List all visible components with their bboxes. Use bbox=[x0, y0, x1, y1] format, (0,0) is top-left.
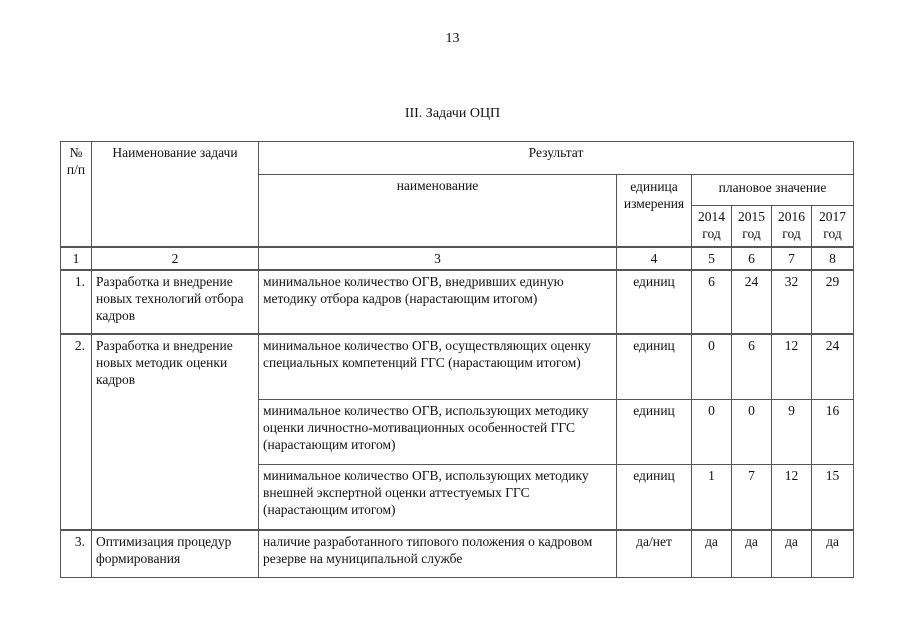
planned-value: 24 bbox=[812, 334, 854, 400]
result-name: минимальное количество ОГВ, внедривших единую методику отбора кадров (нарастающим итогом) bbox=[259, 270, 617, 334]
column-number: 2 bbox=[92, 247, 259, 270]
planned-value: 6 bbox=[692, 270, 732, 334]
column-number: 7 bbox=[772, 247, 812, 270]
task-number: 2. bbox=[61, 334, 92, 530]
planned-value: 1 bbox=[692, 465, 732, 531]
table-row bbox=[61, 530, 854, 578]
header-num: № п/п bbox=[61, 142, 92, 248]
header-year: 2015 год bbox=[732, 206, 772, 248]
column-number-row bbox=[61, 247, 854, 270]
result-unit: единиц bbox=[617, 334, 692, 400]
planned-value: да bbox=[812, 530, 854, 578]
planned-value: да bbox=[692, 530, 732, 578]
planned-value: 12 bbox=[772, 465, 812, 531]
header-year: 2017 год bbox=[812, 206, 854, 248]
result-unit: единиц bbox=[617, 400, 692, 465]
column-number: 6 bbox=[732, 247, 772, 270]
result-unit: единиц bbox=[617, 465, 692, 531]
planned-value: 7 bbox=[732, 465, 772, 531]
column-number: 5 bbox=[692, 247, 732, 270]
header-year: 2014 год bbox=[692, 206, 732, 248]
header-task-name: Наименование задачи bbox=[92, 142, 259, 248]
column-number: 3 bbox=[259, 247, 617, 270]
page-number: 13 bbox=[445, 31, 460, 46]
header-result-name: наименование bbox=[259, 175, 617, 248]
planned-value: 24 bbox=[732, 270, 772, 334]
table-row bbox=[61, 334, 854, 400]
planned-value: 6 bbox=[732, 334, 772, 400]
table-body bbox=[61, 142, 854, 578]
task-name: Оптимизация процедур формирования bbox=[92, 530, 259, 578]
result-name: минимальное количество ОГВ, использующих методику оценки личностно-мотивационных особенностей ГГС (нарастающим итогом) bbox=[259, 400, 617, 465]
planned-value: 29 bbox=[812, 270, 854, 334]
planned-value: 0 bbox=[732, 400, 772, 465]
planned-value: 12 bbox=[772, 334, 812, 400]
column-number: 1 bbox=[61, 247, 92, 270]
task-number: 1. bbox=[61, 270, 92, 334]
planned-value: 15 bbox=[812, 465, 854, 531]
header-result: Результат bbox=[259, 142, 854, 175]
header-unit: единица измерения bbox=[617, 175, 692, 248]
task-name: Разработка и внедрение новых методик оценки кадров bbox=[92, 334, 259, 530]
tasks-table bbox=[60, 141, 854, 578]
planned-value: 16 bbox=[812, 400, 854, 465]
column-number: 4 bbox=[617, 247, 692, 270]
planned-value: да bbox=[772, 530, 812, 578]
table-row bbox=[61, 270, 854, 334]
result-unit: единиц bbox=[617, 270, 692, 334]
planned-value: 9 bbox=[772, 400, 812, 465]
planned-value: 0 bbox=[692, 400, 732, 465]
result-name: минимальное количество ОГВ, осуществляющих оценку специальных компетенций ГГС (нарастающим итогом) bbox=[259, 334, 617, 400]
header-planned: плановое значение bbox=[692, 175, 854, 206]
planned-value: да bbox=[732, 530, 772, 578]
planned-value: 32 bbox=[772, 270, 812, 334]
task-name: Разработка и внедрение новых технологий отбора кадров bbox=[92, 270, 259, 334]
result-name: наличие разработанного типового положения о кадровом резерве на муниципальной службе bbox=[259, 530, 617, 578]
header-row bbox=[61, 142, 854, 175]
result-name: минимальное количество ОГВ, использующих методику внешней экспертной оценки аттестуемых ГГС (нарастающим итогом) bbox=[259, 465, 617, 531]
task-number: 3. bbox=[61, 530, 92, 578]
section-title: III. Задачи ОЦП bbox=[404, 106, 501, 121]
planned-value: 0 bbox=[692, 334, 732, 400]
result-unit: да/нет bbox=[617, 530, 692, 578]
header-year: 2016 год bbox=[772, 206, 812, 248]
column-number: 8 bbox=[812, 247, 854, 270]
